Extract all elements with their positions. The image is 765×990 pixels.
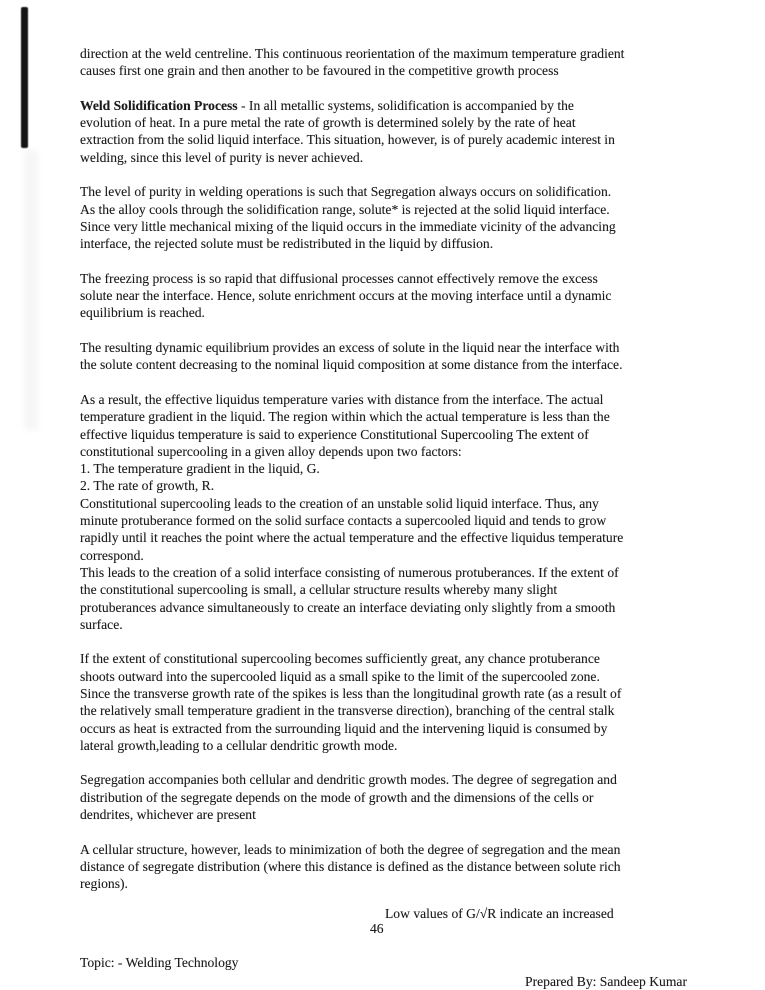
- paragraph: [80, 183, 700, 252]
- text-line: protuberances advance simultaneously to create an interface deviating only slightly from a smooth: [80, 599, 616, 615]
- text-line: dendrites, whichever are present: [80, 807, 256, 823]
- text-line: lateral growth,leading to a cellular dendritic growth mode.: [80, 737, 398, 753]
- page-number: 46: [370, 920, 384, 936]
- text-line: [80, 97, 700, 114]
- text-line: evolution of heat. In a pure metal the rate of growth is determined solely by the rate of heat: [80, 115, 576, 131]
- paragraph: [80, 650, 700, 754]
- paragraph: [80, 270, 700, 322]
- text-line: direction at the weld centreline. This continuous reorientation of the maximum temperature gradient: [80, 46, 625, 61]
- text-line: As a result, the effective liquidus temperature varies with distance from the interface. The actual: [80, 391, 604, 407]
- text-line: effective liquidus temperature is said to experience Constitutional Supercooling The extent of: [80, 426, 589, 442]
- text-line: temperature gradient in the liquid. The region within which the actual temperature is less than the: [80, 409, 610, 425]
- text-line: The level of purity in welding operations is such that Segregation always occurs on solidification.: [80, 184, 612, 200]
- text-line: regions).: [80, 876, 128, 892]
- paragraph-heading: Weld Solidification Process: [80, 97, 238, 113]
- text-line: The resulting dynamic equilibrium provides an excess of solute in the liquid near the interface with: [80, 340, 620, 356]
- text-line: surface.: [80, 616, 123, 632]
- scan-artifact-bar: [21, 7, 28, 148]
- paragraph-heading-rest: - In all metallic systems, solidification is accompanied by the: [237, 97, 574, 113]
- text-line: 2. The rate of growth, R.: [80, 478, 215, 494]
- text-line: A cellular structure, however, leads to minimization of both the degree of segregation and the mean: [80, 841, 621, 857]
- text-line: extraction from the solid liquid interface. This situation, however, is of purely academic interest in: [80, 132, 615, 148]
- text-line: The freezing process is so rapid that diffusional processes cannot effectively remove the excess: [80, 270, 598, 286]
- text-line: interface, the rejected solute must be redistributed in the liquid by diffusion.: [80, 236, 494, 252]
- text-line: Segregation accompanies both cellular and dendritic growth modes. The degree of segregation and: [80, 772, 617, 788]
- paragraph: [80, 97, 700, 166]
- text-line: solute near the interface. Hence, solute enrichment occurs at the moving interface until a dynamic: [80, 288, 612, 304]
- paragraph: [80, 45, 700, 80]
- text-line: welding, since this level of purity is never achieved.: [80, 149, 364, 165]
- paragraph: [80, 771, 700, 823]
- document-body: [80, 45, 700, 990]
- footer-prepared-by: Prepared By: Sandeep Kumar: [525, 973, 687, 989]
- text-line: 1. The temperature gradient in the liquid, G.: [80, 461, 320, 477]
- text-line: the solute content decreasing to the nominal liquid composition at some distance from the interface.: [80, 357, 623, 373]
- text-line: Since very little mechanical mixing of the liquid occurs in the immediate vicinity of the advancing: [80, 218, 616, 234]
- text-line: Since the transverse growth rate of the spikes is less than the longitudinal growth rate (as a result of: [80, 685, 622, 701]
- text-line: distribution of the segregate depends on the mode of growth and the dimensions of the cells or: [80, 789, 594, 805]
- text-line: If the extent of constitutional supercooling becomes sufficiently great, any chance protuberance: [80, 651, 600, 667]
- paragraph: [80, 339, 700, 374]
- text-line: causes first one grain and then another to be favoured in the competitive growth process: [80, 63, 559, 79]
- text-line: distance of segregate distribution (where this distance is defined as the distance between solute rich: [80, 858, 621, 874]
- text-line: minute protuberance formed on the solid surface contacts a supercooled liquid and tends to grow: [80, 513, 607, 529]
- text-line: constitutional supercooling in a given alloy depends upon two factors:: [80, 443, 462, 459]
- text-line: the constitutional supercooling is small, a cellular structure results whereby many slight: [80, 582, 558, 598]
- text-line: This leads to the creation of a solid interface consisting of numerous protuberances. If the extent of: [80, 564, 619, 580]
- text-line: As the alloy cools through the solidification range, solute* is rejected at the solid liquid interface.: [80, 201, 610, 217]
- text-line: Constitutional supercooling leads to the creation of an unstable solid liquid interface. Thus, any: [80, 495, 599, 511]
- continuation-note: Low values of G/√R indicate an increased: [385, 906, 614, 922]
- footer-topic: Topic: - Welding Technology: [80, 954, 239, 970]
- text-line: occurs as heat is extracted from the surrounding liquid and the intervening liquid is consumed by: [80, 720, 608, 736]
- text-line: the relatively small temperature gradient in the transverse direction), branching of the central stalk: [80, 703, 615, 719]
- text-line: shoots outward into the supercooled liquid as a small spike to the limit of the supercooled zone.: [80, 668, 600, 684]
- text-line: equilibrium is reached.: [80, 305, 205, 321]
- paragraph: [80, 391, 700, 633]
- paragraph: [80, 841, 700, 893]
- text-line: rapidly until it reaches the point where the actual temperature and the effective liquidus temperature: [80, 530, 624, 546]
- scan-artifact-smudge: [24, 150, 38, 430]
- text-line: correspond.: [80, 547, 144, 563]
